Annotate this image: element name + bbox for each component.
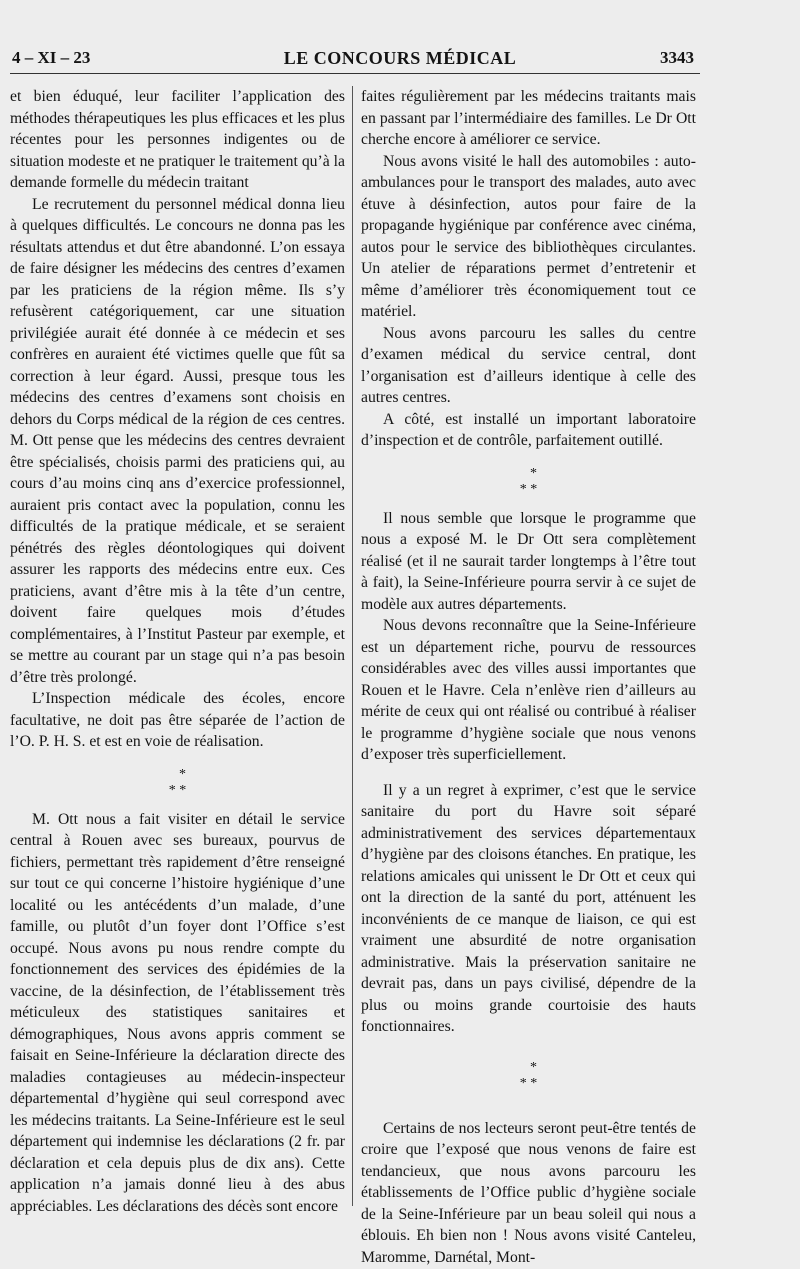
paragraph: Certains de nos lecteurs seront peut-être tentés de croire que l’exposé que nous venons de faire est tendancieux, que nous avons parcouru les établissements de l’Office public d’hygiène sociale de la Seine-Inférieure par un beau soleil qui nous a éblouis. Eh bien non ! Nous avons visité Canteleu, Maromme, Darnétal, Mont-	[361, 1119, 696, 1266]
paragraph: L’Inspection médicale des écoles, encore facultative, ne doit pas être séparée de l’action de l’O. P. H. S. et est en voie de réalisation.	[10, 690, 345, 750]
paragraph: Il nous semble que lorsque le programme que nous a exposé M. le Dr Ott sera complètement réalisé (et il ne saurait tarder longtemps à l’être tout à fait), la Seine-Inférieure pourra servir à ce sujet de modèle aux autres départements.	[361, 509, 696, 613]
asterism-separator: * * *	[168, 766, 187, 798]
column-divider	[352, 86, 353, 1206]
paragraph: Il y a un regret à exprimer, c’est que le service sanitaire du port du Havre soit séparé administrativement des services départementaux d’hygiène par des cloisons étanches. En pratique, les relations amicales qui unissent le Dr Ott et ceux qui ont la direction de la santé du port, atténuent les inconvénients de ce manque de liaison, ce qui est vraiment une absurdité de notre organisation administrative. Mais la préservation sanitaire ne devrait pas, dans un pays civilisé, dépendre de la plus ou moins grande courtoisie des hauts fonctionnaires.	[361, 781, 696, 1035]
paragraph: Nous avons parcouru les salles du centre d’examen médical du service central, dont l’organisation est d’ailleurs identique à celle des autres centres.	[361, 324, 696, 406]
header-rule	[10, 73, 700, 74]
paragraph: Nous devons reconnaître que la Seine-Inférieure est un département riche, pourvu de ressources considérables avec des villes aussi importantes que Rouen et le Havre. Cela n’enlève rien d’ailleurs au mérite de ceux qui ont réalisé ou contribué à réaliser le programme d’hygiène sociale que nous venons d’exposer très superficiellement.	[361, 617, 696, 763]
paragraph: Nous avons visité le hall des automobiles : auto-ambulances pour le transport des malades, auto avec étuve à désinfection, autos pour faire de la propagande hygiénique par conférence avec cinéma, autos pour le service des bibliothèques circulantes. Un atelier de réparations permet d’entretenir et même d’améliorer très économiquement tout ce matériel.	[361, 152, 696, 320]
paragraph: faites régulièrement par les médecins traitants mais en passant par l’intermédiaire des familles. Le Dr Ott cherche encore à améliorer ce service.	[361, 88, 696, 148]
asterism-separator: * * *	[519, 465, 538, 497]
right-column	[361, 86, 696, 1268]
page-number: 3343	[660, 48, 694, 67]
left-column	[10, 86, 345, 1217]
paragraph: Le recrutement du personnel médical donna lieu à quelques difficultés. Le concours ne donna pas les résultats attendus et dut être abandonné. L’on essaya de faire désigner les médecins des centres d’examen par les praticiens de la région même. Ils s’y refusèrent catégoriquement, car une situation privilégiée aurait été donnée à ce médecin et ses confrères en auraient été victimes quelle que fût sa correction à leur égard. Aussi, presque tous les médecins des centres d’examens sont choisis en dehors du Corps médical de la région de ces centres. M. Ott pense que les médecins des centres devraient être spécialisés, choisis parmi des praticiens qui, au cours d’au moins cinq ans d’exercice professionnel, auraient pris contact avec la population, connu les difficultés de la pratique médicale, et se seraient pénétrés des règles déontologiques qui doivent assurer les rapports des médecins entre eux. Ces praticiens, avant d’être mis à la tête d’un centre, doivent faire quelques mois d’études complémentaires, à l’Institut Pasteur par exemple, et se mettre au courant par un stage qui n’a pas besoin d’être très prolongé.	[10, 195, 345, 686]
page-header	[10, 44, 790, 72]
paragraph: M. Ott nous a fait visiter en détail le service central à Rouen avec ses bureaux, pourvus de fichiers, permettant très rapidement d’être renseigné sur tout ce qui concerne l’histoire hygiénique d’une localité ou les antécédents d’un malade, d’une famille, ou plutôt d’un foyer dont l’Office s’est occupé. Nous avons pu nous rendre compte du fonctionnement des services des épidémies de la vaccine, de la désinfection, de l’établissement très méticuleux des statistiques sanitaires et démographiques, Nous avons appris comment se faisait en Seine-Inférieure la déclaration directe des maladies contagieuses au médecin-inspecteur départemental d’hygiène qui seul correspond avec les médecins traitants. La Seine-Inférieure est le seul département qui indemnise les déclarations (2 fr. par déclaration et cela depuis plus de dix ans). Cette application n’a jamais donné lieu à des abus appréciables. Les déclarations des décès sont encore	[10, 810, 345, 1215]
paragraph: et bien éduqué, leur faciliter l’application des méthodes thérapeutiques les plus efficaces et les plus récentes pour les personnes indigentes ou de situation modeste et ne pratiquer le traitement qu’à la demande formelle du médecin traitant	[10, 88, 345, 191]
issue-date: 4 – XI – 23	[12, 48, 91, 67]
paragraph: A côté, est installé un important laboratoire d’inspection et de contrôle, parfaitement outillé.	[361, 410, 696, 449]
asterism-separator: * * *	[519, 1059, 538, 1091]
journal-title: LE CONCOURS MÉDICAL	[283, 48, 517, 68]
